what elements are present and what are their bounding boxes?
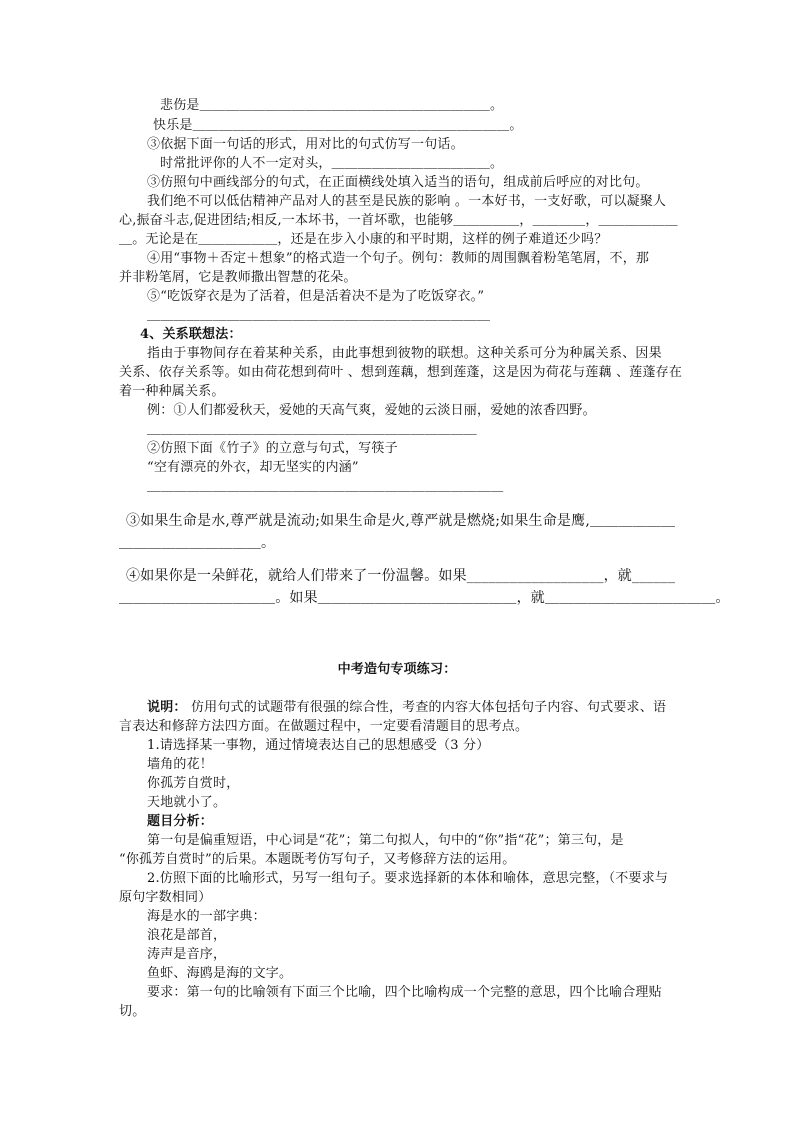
text-line: ④如果你是一朵鲜花，就给人们带来了一份温馨。如果___________________，就______ [126, 568, 676, 584]
text-line: ③如果生命是水,尊严就是流动;如果生命是火,尊严就是燃烧;如果生命是鹰,＿＿＿＿＿＿ [126, 513, 676, 529]
text-line: 切。 [119, 1004, 146, 1019]
text-line: 我们绝不可以低估精神产品对人的甚至是民族的影响 。一本好书，一支好歌，可以凝聚人 [147, 194, 667, 209]
text-line: “空有漂亮的外衣，却无坚实的内涵” [147, 460, 359, 475]
text-line: 你孤芳自赏时， [147, 776, 240, 791]
label-shuoming: 说明： [147, 700, 187, 715]
answer-blank-line: ＿＿＿＿＿＿＿＿＿＿＿＿＿＿＿＿＿＿＿＿＿＿＿＿＿ [147, 422, 478, 437]
answer-blank-line: ＿＿＿＿＿＿＿＿＿＿＿＿＿＿＿＿＿＿＿＿＿＿＿＿＿＿＿ [147, 479, 504, 494]
text-line: 鱼虾、海鸥是海的文字。 [147, 966, 293, 981]
text-line: 关系、依存关系等。如由荷花想到荷叶 、想到莲藕，想到莲蓬，这是因为荷花与莲藕 、莲蓬存在 [119, 365, 683, 380]
text-line [147, 699, 666, 717]
text-line: 着一种种属关系。 [119, 384, 225, 399]
text-line: 墙角的花！ [147, 757, 214, 772]
text-line: ＿。无论是在＿＿＿＿＿＿，还是在步入小康的和平时期，这样的例子难道还少吗？ [119, 232, 608, 247]
text-line: 例：①人们都爱秋天，爱她的天高气爽，爱她的云淡日丽，爱她的浓香四野。 [147, 403, 596, 418]
page-title: 中考造句专项练习： [337, 662, 457, 677]
text-span: 仿用句式的试题带有很强的综合性，考查的内容大体包括句子内容、句式要求、语 [186, 700, 667, 715]
text-line: 悲伤是＿＿＿＿＿＿＿＿＿＿＿＿＿＿＿＿＿＿＿＿＿＿。 [160, 98, 504, 113]
text-line: 2.仿照下面的比喻形式，另写一组句子。要求选择新的本体和喻体，意思完整，（不要求与 [147, 871, 669, 886]
text-line: 快乐是＿＿＿＿＿＿＿＿＿＿＿＿＿＿＿＿＿＿＿＿＿＿＿＿。 [153, 118, 523, 133]
text-line: 指由于事物间存在着某种关系，由此事想到彼物的联想。这种关系可分为种属关系、因果 [147, 346, 662, 361]
text-line: ②仿照下面《竹子》的立意与句式，写筷子 [147, 441, 398, 456]
text-line: ＿＿＿＿＿＿＿＿＿＿。 [119, 535, 276, 551]
text-line: “你孤芳自赏时”的后果。本题既考仿写句子，又考修辞方法的运用。 [119, 852, 516, 867]
text-line: ＿＿＿＿＿＿＿＿＿＿＿。如果＿＿＿＿＿＿＿＿＿＿＿＿＿＿，就＿＿＿＿＿＿＿＿＿＿＿＿。 [119, 590, 730, 606]
text-line: 要求：第一句的比喻领有下面三个比喻，四个比喻构成一个完整的意思，四个比喻合理贴 [147, 985, 662, 1000]
text-line: 原句字数相同） [119, 890, 212, 905]
text-line: 浪花是部首， [147, 928, 227, 943]
text-line: ③依据下面一句话的形式，用对比的句式仿写一句话。 [147, 137, 464, 152]
section-heading: 4、关系联想法： [140, 327, 242, 342]
text-line: 言表达和修辞方法四方面。在做题过程中，一定要看清题目的思考点。 [119, 719, 529, 734]
text-line: 涛声是音序， [147, 947, 227, 962]
text-line: ④用“事物＋否定＋想象”的格式造一个句子。例句：教师的周围飘着粉笔笔屑，不，那 [147, 251, 650, 266]
answer-blank-line: ＿＿＿＿＿＿＿＿＿＿＿＿＿＿＿＿＿＿＿＿＿＿＿＿＿＿ [147, 308, 491, 323]
text-line: 并非粉笔屑，它是教师撒出智慧的花朵。 [119, 270, 357, 285]
section-heading: 题目分析： [147, 814, 214, 829]
text-line: ③仿照句中画线部分的句式，在正面横线处填入适当的语句，组成前后呼应的对比句。 [147, 175, 649, 190]
text-line: 时常批评你的人不一定对头，＿＿＿＿＿＿＿＿＿＿＿＿。 [160, 156, 504, 171]
text-line: 心,振奋斗志,促进团结;相反,一本坏书，一首坏歌，也能够＿＿＿＿＿，＿＿＿＿，＿＿＿＿＿＿ [119, 213, 678, 228]
text-line: 1.请选择某一事物，通过情境表达自己的思想感受（3 分） [147, 738, 490, 753]
text-line: ⑤“吃饭穿衣是为了活着，但是活着决不是为了吃饭穿衣。” [147, 289, 485, 304]
text-line: 海是水的一部字典： [147, 909, 266, 924]
text-line: 第一句是偏重短语，中心词是“花”；第二句拟人，句中的“你”指“花”；第三句，是 [147, 833, 624, 848]
text-line: 天地就小了。 [147, 795, 227, 810]
